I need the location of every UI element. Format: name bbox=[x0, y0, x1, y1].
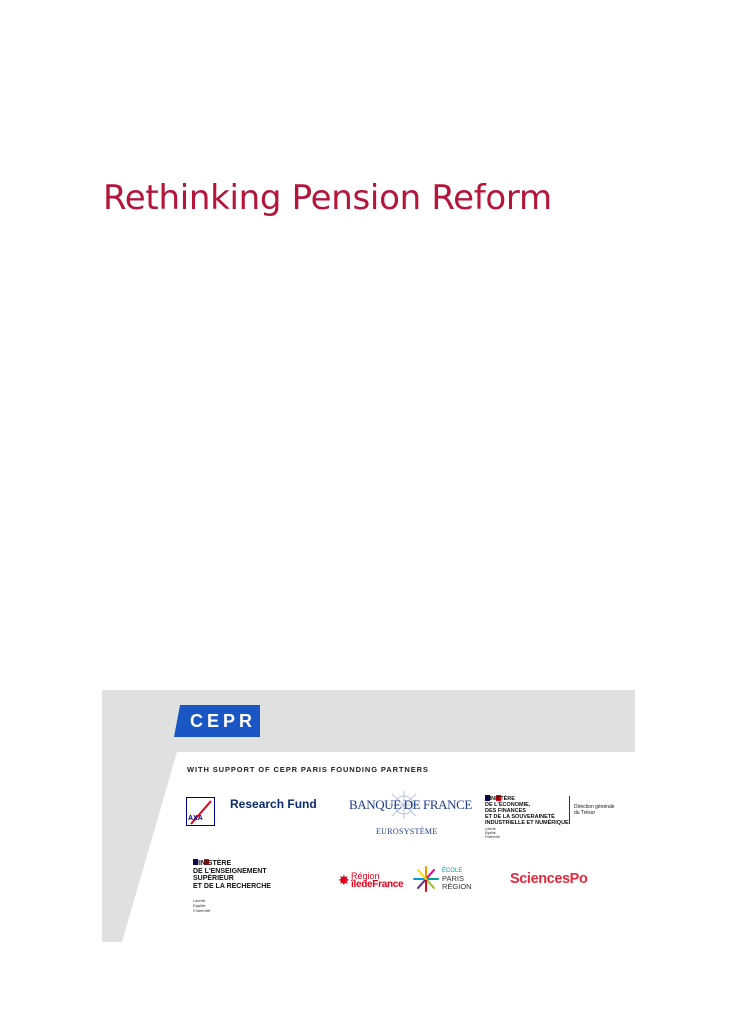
ecole-label: ÉCOLE bbox=[442, 868, 463, 874]
ministere-enseignement-name: MINISTÈRE DE L'ENSEIGNEMENT SUPÉRIEUR ET DE LA RECHERCHE bbox=[193, 860, 271, 890]
banque-de-france-name: BANQUE DE FRANCE bbox=[349, 797, 472, 812]
region-star-icon: ✸ bbox=[338, 872, 350, 888]
ile-de-france-label: îledeFrance bbox=[351, 879, 404, 890]
cepr-logo-text: CEPR bbox=[190, 711, 257, 731]
axa-logo-text: AXA bbox=[188, 815, 203, 822]
ministere-economie-name: MINISTÈRE DE L'ÉCONOMIE, DES FINANCES ET DE LA SOUVERAINETÉ INDUSTRIELLE ET NUMÉRIQUE bbox=[485, 796, 569, 826]
eurosysteme-label: EUROSYSTÈME bbox=[376, 827, 438, 836]
sciences-po-logo: SciencesPo bbox=[510, 871, 588, 887]
french-flag-icon bbox=[485, 788, 501, 794]
tresor-label: Direction générale du Trésor bbox=[574, 804, 615, 816]
paris-region-label: PARIS RÉGION bbox=[442, 874, 472, 891]
partners-panel bbox=[102, 690, 635, 942]
support-heading: WITH SUPPORT OF CEPR PARIS FOUNDING PARTNERS bbox=[187, 765, 429, 774]
ministere-enseignement-motto: Liberté Égalité Fraternité bbox=[193, 898, 211, 913]
document-title: Rethinking Pension Reform bbox=[103, 178, 552, 218]
ministere-divider bbox=[569, 796, 570, 824]
region-label: Région bbox=[351, 871, 380, 881]
french-flag-icon bbox=[193, 852, 209, 858]
ecole-paris-region-burst-icon bbox=[413, 866, 439, 892]
axa-research-fund: Research Fund bbox=[230, 797, 317, 811]
ministere-economie-motto: Liberté Égalité Fraternité bbox=[485, 827, 500, 839]
